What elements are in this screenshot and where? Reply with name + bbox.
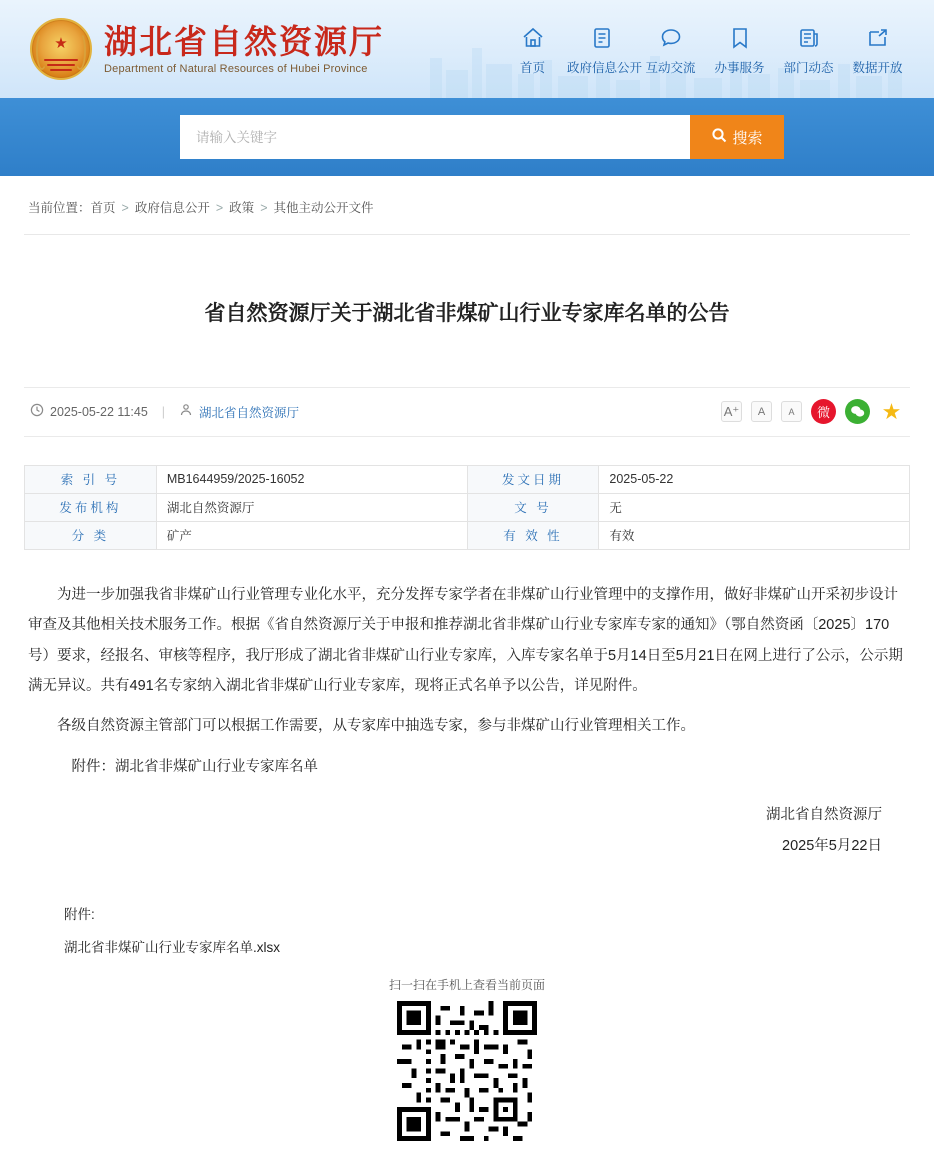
breadcrumb (24, 176, 910, 234)
info-value: 2025-05-22 (599, 465, 910, 493)
font-size-medium-button[interactable]: A (751, 401, 772, 422)
table-row (25, 493, 910, 521)
nav-label: 首页 (519, 60, 545, 75)
publish-time-text: 2025-05-22 11:45 (50, 404, 148, 419)
search-icon (711, 127, 727, 147)
site-title-cn: 湖北省自然资源厅 (104, 22, 384, 60)
table-row (25, 465, 910, 493)
bookmark-icon (705, 23, 774, 53)
font-size-small-button[interactable]: A (781, 401, 802, 422)
weibo-icon[interactable]: 微 (811, 399, 836, 424)
nav-item-interaction[interactable] (636, 23, 705, 76)
article (24, 234, 910, 1146)
search-button[interactable] (690, 115, 784, 159)
article-attachment-line: 附件：湖北省非煤矿山行业专家库名单 (71, 758, 318, 775)
info-label: 文 号 (467, 493, 599, 521)
info-label: 发文日期 (467, 465, 599, 493)
info-value: 矿产 (156, 521, 467, 549)
breadcrumb-prefix: 当前位置： (28, 201, 91, 215)
search-button-label: 搜索 (732, 129, 763, 147)
table-row (25, 521, 910, 549)
home-icon (498, 23, 567, 53)
attachment-file-link[interactable]: 湖北省非煤矿山行业专家库名单.xlsx (64, 939, 280, 955)
nav-item-gov-info[interactable] (567, 23, 643, 76)
qr-section (24, 964, 910, 1146)
breadcrumb-item-other-docs[interactable]: 其他主动公开文件 (273, 201, 374, 215)
breadcrumb-separator: > (121, 201, 129, 215)
info-value: 湖北自然资源厅 (156, 493, 467, 521)
article-tools (721, 399, 904, 424)
search-box (180, 115, 784, 159)
news-icon (774, 23, 843, 53)
national-emblem-icon: ★ (30, 18, 92, 80)
info-label: 发布机构 (25, 493, 157, 521)
site-title (104, 23, 384, 76)
nav-label: 政府信息公开 (567, 60, 643, 75)
info-label: 分 类 (25, 521, 157, 549)
search-input[interactable] (180, 115, 690, 159)
clock-icon (30, 403, 44, 420)
search-band (0, 98, 934, 176)
attachments-title: 附件: (64, 907, 95, 923)
source-icon (179, 403, 193, 420)
qr-tip-text: 扫一扫在手机上查看当前页面 (388, 978, 545, 992)
nav-item-news[interactable] (774, 23, 843, 76)
signature-date: 2025年5月22日 (782, 837, 882, 854)
nav-item-services[interactable] (705, 23, 774, 76)
article-paragraph: 为进一步加强我省非煤矿山行业管理专业化水平，充分发挥专家学者在非煤矿山行业管理中的支撑作用，做好非煤矿山开采初步设计审查及其他相关技术服务工作。根据《省自然资源厅关于申报和推荐湖北省非煤矿山行业专家库专家的通知》（鄂自然资函〔2025〕170号）要求，经报名、审核等程序，我厅形成了湖北省非煤矿山行业专家库，入库专家名单于5月14日至5月21日在网上进行了公示，公示期满无异议。共有491名专家纳入湖北省非煤矿山行业专家库，现将正式名单予以公告，详见附件。 (28, 586, 903, 695)
font-size-large-button[interactable]: A⁺ (721, 401, 742, 422)
site-title-en: Department of Natural Resources of Hubei Province (104, 63, 368, 76)
source-text: 湖北省自然资源厅 (199, 405, 300, 420)
publish-time (30, 403, 148, 420)
signature-org: 湖北省自然资源厅 (766, 807, 882, 824)
article-body (24, 580, 910, 783)
page-content (24, 176, 910, 1156)
chat-icon (636, 23, 705, 53)
article-title: 省自然资源厅关于湖北省非煤矿山行业专家库名单的公告 (204, 302, 730, 326)
site-header (0, 0, 934, 98)
article-paragraph: 各级自然资源主管部门可以根据工作需要，从专家库中抽选专家，参与非煤矿山行业管理相关工作。 (57, 718, 695, 735)
info-label: 有 效 性 (467, 521, 599, 549)
nav-item-open-data[interactable] (843, 23, 912, 76)
info-label: 索 引 号 (25, 465, 157, 493)
breadcrumb-separator: > (215, 201, 224, 215)
wechat-icon[interactable] (845, 399, 870, 424)
info-value: 有效 (599, 521, 910, 549)
breadcrumb-item-gov-info[interactable]: 政府信息公开 (134, 201, 210, 215)
nav-label: 数据开放 (852, 60, 903, 75)
article-source (179, 403, 299, 421)
attachments-section (24, 861, 910, 964)
breadcrumb-item-home[interactable]: 首页 (90, 201, 116, 215)
share-data-icon (843, 23, 912, 53)
breadcrumb-separator: > (260, 201, 268, 215)
nav-item-home[interactable] (498, 23, 567, 76)
nav-label: 办事服务 (714, 60, 765, 75)
page-qr-code (397, 1001, 537, 1141)
nav-label: 互动交流 (645, 60, 696, 75)
document-icon (567, 23, 636, 53)
main-navigation (498, 23, 912, 76)
breadcrumb-item-policy[interactable]: 政策 (229, 201, 255, 215)
nav-label: 部门动态 (783, 60, 834, 75)
article-signature (24, 800, 910, 861)
meta-divider: | (161, 404, 166, 419)
article-meta-bar (24, 387, 910, 437)
favorite-star-icon[interactable]: ★ (881, 398, 902, 424)
document-info-table (24, 465, 910, 550)
info-value: 无 (599, 493, 910, 521)
info-value: MB1644959/2025-16052 (156, 465, 467, 493)
